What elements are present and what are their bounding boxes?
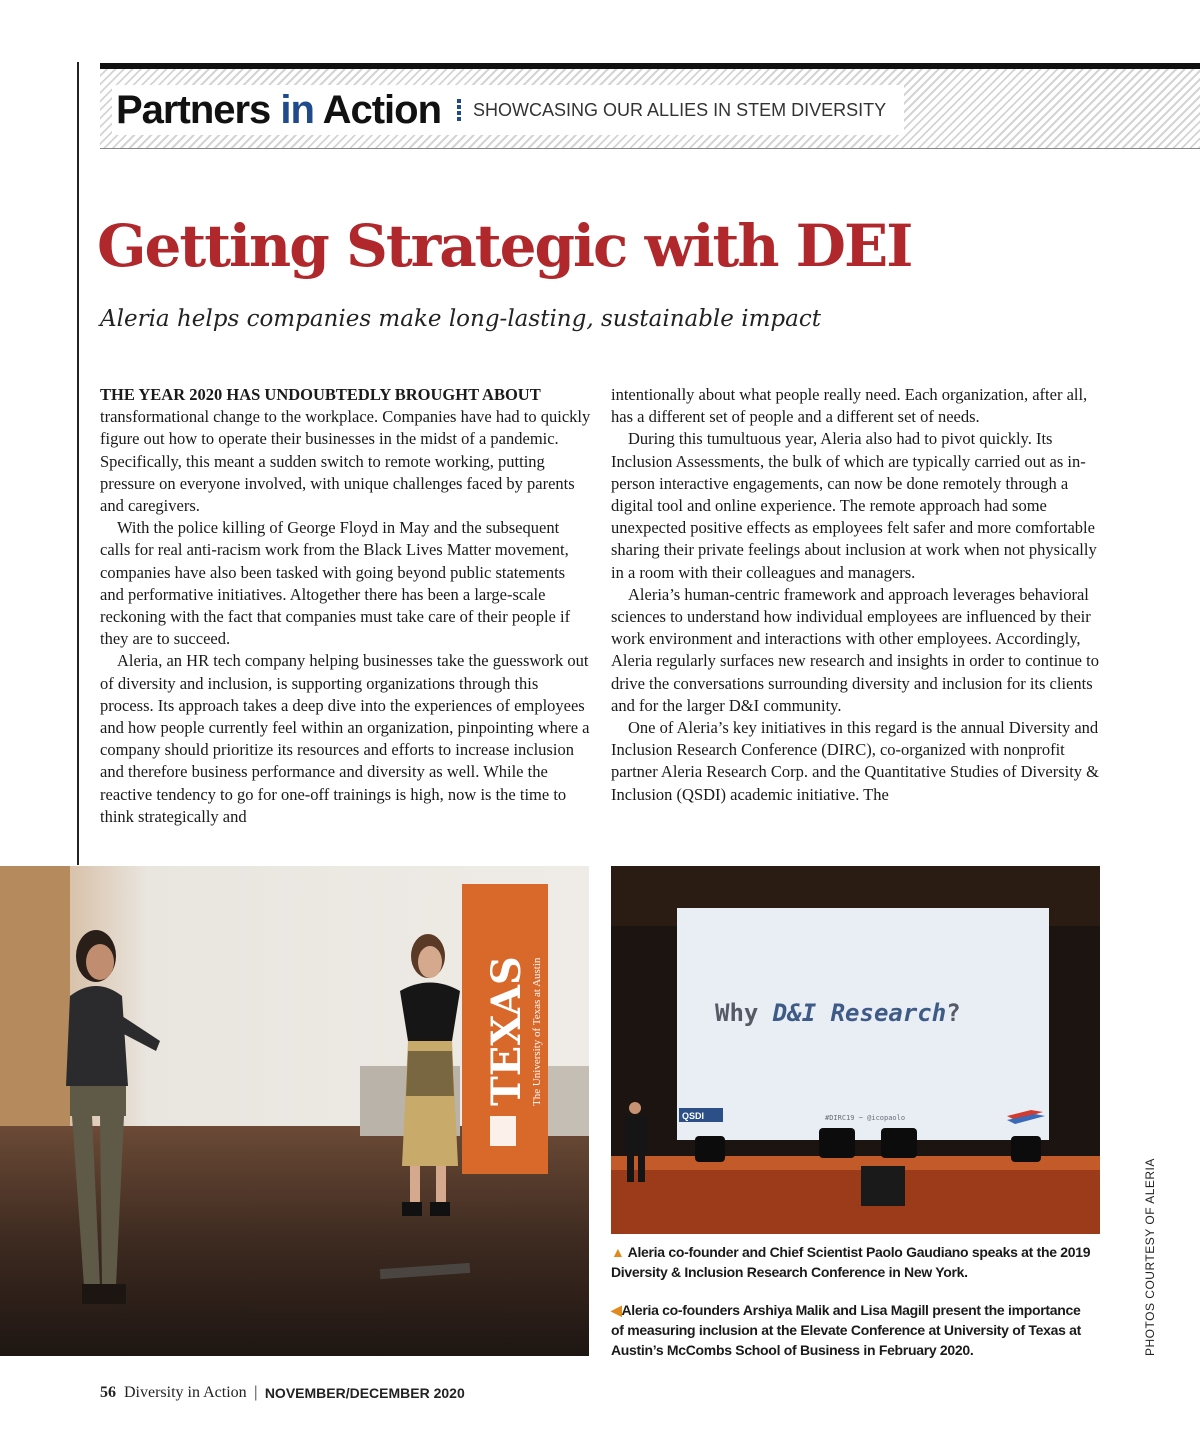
section-header-inner: [112, 85, 904, 135]
banner-shield-icon: [490, 1116, 516, 1146]
photo-presenters-texas: [0, 866, 589, 1356]
left-margin-rule: [77, 62, 79, 865]
footer-separator: |: [253, 1384, 258, 1401]
caption-right-photo: [611, 1242, 1091, 1282]
slide-footer: #DIRC19 ~ @icopaolo: [825, 1114, 906, 1122]
section-title-accent: in: [280, 87, 314, 132]
divider-dots-icon: [457, 98, 461, 122]
stage-floor: [611, 1166, 1100, 1234]
article-deck: Aleria helps companies make long-lasting, sustainable impact: [100, 306, 821, 332]
triangle-left-icon: ◀: [611, 1302, 622, 1318]
slide-title-plain: Why: [715, 999, 773, 1027]
caption-left-photo-text: Aleria co-founders Arshiya Malik and Lisa Magill present the importance of measuring inclusion at the Elevate Conference at University of Texas at Austin’s McCombs School of Business in February 2020.: [611, 1302, 1082, 1358]
article-column-left: [100, 384, 592, 828]
article-paragraph: Aleria, an HR tech company helping businesses take the guesswork out of diversity and inclusion, is supporting organizations through this process. Its approach takes a deep dive into the experiences of employees and how people currently feel within an organization, pinpointing where a company should prioritize its resources and efforts to increase inclusion and therefore business performance and diversity as well. While the reactive tendency to go for one-off trainings is high, now is the time to think strategically and: [100, 651, 590, 826]
section-title: [116, 88, 441, 133]
photo-conference-stage: [611, 866, 1100, 1234]
triangle-up-icon: ▲: [611, 1244, 625, 1260]
banner-text: TEXAS: [483, 956, 530, 1106]
article-column-right: [611, 384, 1103, 806]
article-paragraph: Aleria’s human-centric framework and approach leverages behavioral sciences to understand how individual employees are influenced by their work environment and interactions with other employees. Accordingly, Aleria regularly surfaces new research and insights in order to continue to drive the conversations surrounding diversity and inclusion for its clients and for the larger D&I community.: [611, 584, 1099, 715]
section-title-part1: Partners: [116, 87, 281, 132]
article-paragraph-text: transformational change to the workplace. Companies have had to quickly figure out how to operate their businesses in the midst of a pandemic. Specifically, this meant a sudden switch to remote working, putting pressure on everyone involved, with unique challenges faced by parents and caregivers.: [100, 407, 591, 516]
section-header: [100, 63, 1200, 149]
publication-name: Diversity in Action: [124, 1384, 247, 1401]
article-paragraph: During this tumultuous year, Aleria also had to pivot quickly. Its Inclusion Assessments, the bulk of which are typically carried out as in-person interactive engagements, can now be done remotely through a digital tool and online experience. The remote approach had some unexpected positive effects as employees felt safer and more comfortable sharing their private feelings about inclusion at work when not physically in a room with their colleagues and managers.: [611, 429, 1097, 582]
caption-right-photo-text: Aleria co-founder and Chief Scientist Paolo Gaudiano speaks at the 2019 Diversity & Inclusion Research Conference in New York.: [611, 1244, 1091, 1280]
article-headline: Getting Strategic with DEI: [97, 212, 912, 280]
page-number: 56: [100, 1384, 116, 1401]
slide-logo: QSDI: [682, 1111, 705, 1121]
section-tagline: SHOWCASING OUR ALLIES IN STEM DIVERSITY: [473, 99, 887, 120]
slide-title-emph: D&I Research: [772, 999, 947, 1027]
wood-panel: [0, 866, 70, 1136]
issue-date: NOVEMBER/DECEMBER 2020: [264, 1385, 465, 1401]
banner-subtext: The University of Texas at Austin: [531, 957, 543, 1106]
article-paragraph: With the police killing of George Floyd in May and the subsequent calls for real anti-racism work from the Black Lives Matter movement, companies have also been tasked with going beyond public statements and performative initiatives. Altogether there has been a large-scale reckoning with the fact that companies must take care of their people if they are to succeed.: [100, 518, 571, 649]
page-footer: [100, 1384, 465, 1402]
article-paragraph: [100, 384, 592, 517]
section-title-part2: Action: [313, 87, 442, 132]
photo-presenters-illustration: [0, 866, 589, 1356]
slide-title-end: ?: [946, 999, 961, 1027]
caption-left-photo: [611, 1300, 1091, 1360]
texas-banner: [462, 884, 548, 1174]
photo-conference-illustration: [611, 866, 1100, 1234]
article-lead-in: THE YEAR 2020 HAS UNDOUBTEDLY BROUGHT ABOUT: [100, 385, 541, 404]
article-paragraph: intentionally about what people really need. Each organization, after all, has a different set of people and a different set of needs.: [611, 385, 1088, 427]
photo-credit: PHOTOS COURTESY OF ALERIA: [1143, 1158, 1157, 1356]
article-paragraph: One of Aleria’s key initiatives in this regard is the annual Diversity and Inclusion Research Conference (DIRC), co-organized with nonprofit partner Aleria Research Corp. and the Quantitative Studies of Diversity & Inclusion (QSDI) academic initiative. The: [611, 718, 1099, 804]
slide-title: [715, 999, 961, 1027]
